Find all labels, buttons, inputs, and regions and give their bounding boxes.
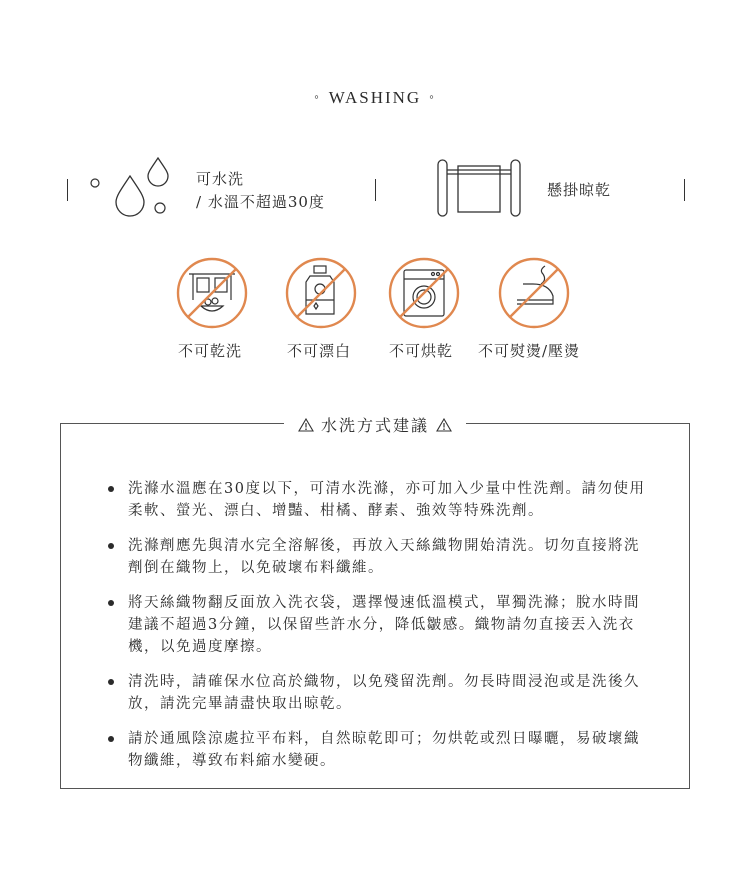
advice-text: 將天絲織物翻反面放入洗衣袋，選擇慢速低溫模式，單獨洗滌；脫水時間建議不超過3分鐘，以保留些許水分，降低皺感。織物請勿直接丟入洗衣機，以免過度摩擦。 [128, 595, 640, 655]
bullet-icon [108, 736, 114, 742]
list-item [108, 478, 648, 522]
no-bleach-icon [284, 256, 358, 330]
no-dry-clean-label: 不可乾洗 [178, 342, 243, 360]
advice-title-text: 水洗方式建議 [320, 416, 429, 435]
list-item [108, 728, 648, 772]
divider-left [67, 179, 68, 201]
bullet-icon [108, 600, 114, 606]
bullet-icon [108, 679, 114, 685]
bullet-icon [108, 543, 114, 549]
no-iron-icon [497, 256, 571, 330]
washable-line1: 可水洗 [196, 170, 245, 188]
advice-title [0, 413, 750, 436]
warning-icon [298, 418, 314, 432]
title-left-dot: ◦ [314, 89, 321, 104]
title-text: WASHING [328, 88, 422, 107]
no-dry-clean-icon [175, 256, 249, 330]
advice-text: 清洗時，請確保水位高於織物，以免殘留洗劑。勿長時間浸泡或是洗後久放，請洗完畢請盡快取出晾乾。 [128, 674, 640, 712]
section-title [0, 88, 750, 108]
divider-right [684, 179, 685, 201]
advice-text: 請於通風陰涼處拉平布料，自然晾乾即可；勿烘乾或烈日曝曬，易破壞織物纖維，導致布料縮水變硬。 [128, 731, 640, 769]
hanging-rack-icon [436, 158, 522, 220]
list-item [108, 592, 648, 658]
divider-middle [375, 179, 376, 201]
advice-text: 洗滌劑應先與清水完全溶解後，再放入天絲織物開始清洗。切勿直接將洗劑倒在織物上，以免破壞布料纖維。 [128, 538, 640, 576]
hang-dry-label: 懸掛晾乾 [547, 181, 612, 199]
advice-list [108, 478, 648, 785]
warning-icon [436, 418, 452, 432]
list-item [108, 671, 648, 715]
washable-text [196, 168, 325, 214]
washable-line2: / 水溫不超過30度 [196, 193, 325, 211]
water-drops-icon [86, 156, 176, 218]
no-bleach-label: 不可漂白 [287, 342, 352, 360]
title-right-dot: ◦ [429, 89, 436, 104]
no-tumble-dry-icon [387, 256, 461, 330]
list-item [108, 535, 648, 579]
bullet-icon [108, 486, 114, 492]
no-tumble-dry-label: 不可烘乾 [389, 342, 454, 360]
no-iron-label: 不可熨燙/壓燙 [478, 342, 581, 360]
advice-text: 洗滌水溫應在30度以下，可清水洗滌，亦可加入少量中性洗劑。請勿使用柔軟、螢光、漂白、增豔、柑橘、酵素、強效等特殊洗劑。 [128, 481, 646, 519]
